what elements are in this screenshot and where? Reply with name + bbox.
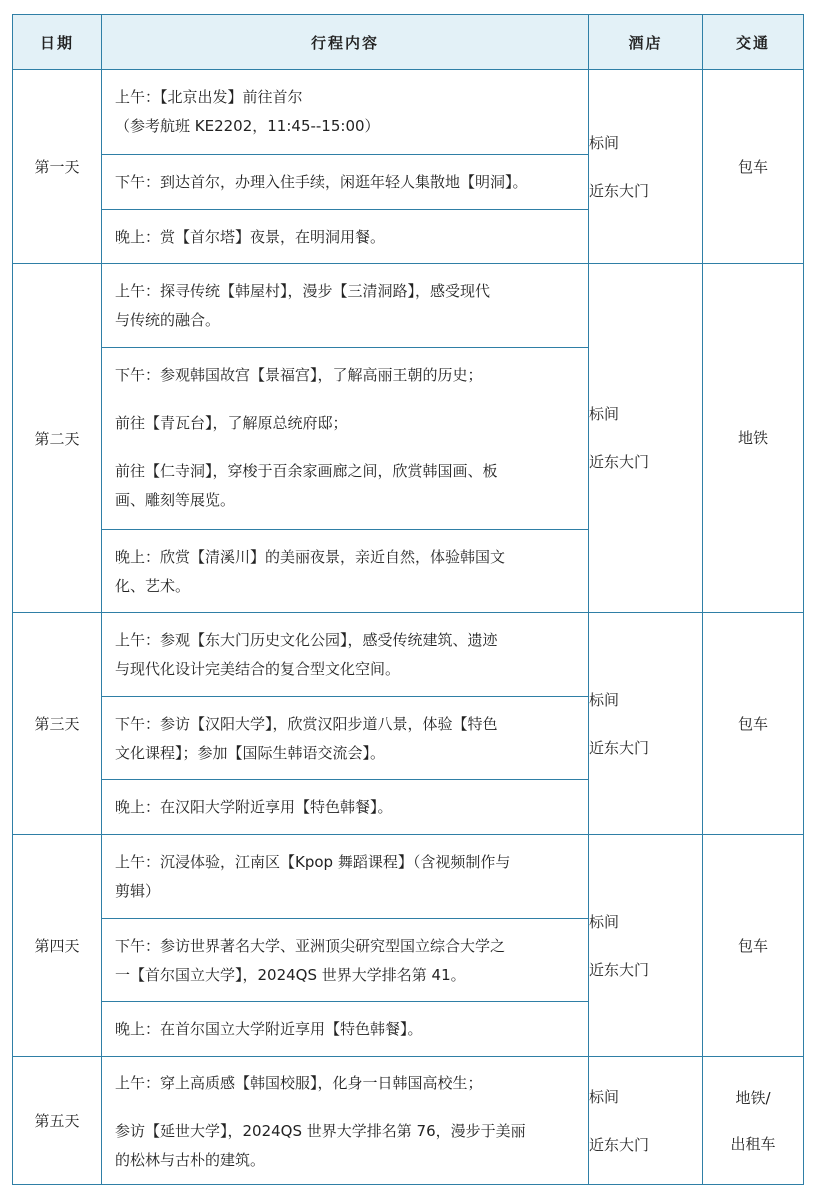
- segment-text: 下午：参访世界著名大学、亚洲顶尖研究型国立综合大学之: [115, 937, 506, 955]
- segment-text: 参访【延世大学】，2024QS 世界大学排名第 76，漫步于美丽: [115, 1122, 526, 1140]
- transport-cell: [703, 613, 804, 835]
- day-label: 第三天: [13, 613, 102, 835]
- header-content: 行程内容: [102, 15, 589, 70]
- hotel-cell: [589, 613, 703, 835]
- hotel-cell: [589, 264, 703, 613]
- day-label: 第五天: [13, 1057, 102, 1185]
- hotel-location: 近东大门: [589, 960, 650, 979]
- evening-segment: [102, 209, 588, 263]
- day-content: [102, 1057, 589, 1185]
- transport-mode: 包车: [737, 157, 768, 176]
- hotel-cell: [589, 835, 703, 1057]
- afternoon-segment: [102, 347, 588, 529]
- segment-text: 下午：到达首尔，办理入住手续，闲逛年轻人集散地【明洞】。: [115, 173, 528, 191]
- segment-text: 上午：沉浸体验，江南区【Kpop 舞蹈课程】（含视频制作与: [115, 853, 511, 871]
- segment-text: 上午：探寻传统【韩屋村】，漫步【三清洞路】，感受现代: [115, 282, 491, 300]
- segment-text: 上午：参观【东大门历史文化公园】，感受传统建筑、遗迹: [115, 631, 498, 649]
- room-type: 标间: [589, 133, 620, 152]
- room-type: 标间: [589, 1087, 620, 1106]
- transport-mode: 地铁: [737, 429, 768, 447]
- segment-text: 晚上：赏【首尔塔】夜景，在明洞用餐。: [115, 228, 386, 246]
- table-row: [13, 264, 804, 613]
- transport-mode: 包车: [737, 714, 768, 733]
- segment-text: 化、艺术。: [115, 577, 191, 595]
- header-transport: 交通: [703, 15, 804, 70]
- table-header-row: [13, 15, 804, 70]
- table-row: [13, 835, 804, 1057]
- room-type: 标间: [589, 912, 620, 931]
- hotel-location: 近东大门: [589, 181, 650, 200]
- room-type: 标间: [589, 690, 620, 709]
- hotel-location: 近东大门: [589, 453, 650, 471]
- day-content: [102, 264, 589, 613]
- transport-cell: [703, 835, 804, 1057]
- segment-text: 一【首尔国立大学】，2024QS 世界大学排名第 41。: [115, 966, 466, 984]
- evening-segment: [102, 1001, 588, 1056]
- day-label: 第四天: [13, 835, 102, 1057]
- segment-text: 的松林与古朴的建筑。: [115, 1151, 266, 1169]
- morning-segment: [102, 1057, 588, 1184]
- transport-cell: [703, 264, 804, 613]
- table-row: [13, 70, 804, 264]
- table-row: [13, 1057, 804, 1185]
- segment-text: 晚上：欣赏【清溪川】的美丽夜景，亲近自然，体验韩国文: [115, 548, 506, 566]
- day-label: 第二天: [13, 264, 102, 613]
- hotel-location: 近东大门: [589, 738, 650, 757]
- transport-cell: [703, 70, 804, 264]
- segment-text: 剪辑）: [115, 882, 161, 900]
- day-label: 第一天: [13, 70, 102, 264]
- segment-text: 前往【青瓦台】，了解原总统府邸；: [115, 414, 348, 432]
- day-content: [102, 613, 589, 835]
- hotel-cell: [589, 70, 703, 264]
- afternoon-segment: [102, 696, 588, 779]
- segment-text: 下午：参访【汉阳大学】，欣赏汉阳步道八景，体验【特色: [115, 715, 498, 733]
- morning-segment: [102, 835, 588, 918]
- segment-text: 画、雕刻等展览。: [115, 491, 236, 509]
- segment-text: 上午：【北京出发】前往首尔: [115, 88, 303, 106]
- evening-segment: [102, 529, 588, 612]
- header-date: 日期: [13, 15, 102, 70]
- segment-text: 与现代化设计完美结合的复合型文化空间。: [115, 660, 401, 678]
- morning-segment: [102, 613, 588, 696]
- segment-text: 文化课程】；参加【国际生韩语交流会】。: [115, 744, 386, 762]
- itinerary-table: [12, 14, 804, 1185]
- segment-text: （参考航班 KE2202，11:45--15:00）: [115, 117, 380, 135]
- segment-text: 晚上：在汉阳大学附近享用【特色韩餐】。: [115, 798, 393, 816]
- table-row: [13, 613, 804, 835]
- hotel-cell: [589, 1057, 703, 1185]
- header-hotel: 酒店: [589, 15, 703, 70]
- transport-mode: 地铁/: [735, 1088, 771, 1107]
- room-type: 标间: [589, 405, 620, 423]
- day-content: [102, 835, 589, 1057]
- segment-text: 前往【仁寺洞】，穿梭于百余家画廊之间，欣赏韩国画、板: [115, 462, 498, 480]
- transport-cell: [703, 1057, 804, 1185]
- day-content: [102, 70, 589, 264]
- segment-text: 晚上：在首尔国立大学附近享用【特色韩餐】。: [115, 1020, 423, 1038]
- segment-text: 上午：穿上高质感【韩国校服】，化身一日韩国高校生；: [115, 1074, 483, 1092]
- transport-mode: 包车: [737, 936, 768, 955]
- transport-mode: 出租车: [730, 1134, 776, 1153]
- morning-segment: [102, 70, 588, 154]
- afternoon-segment: [102, 154, 588, 209]
- hotel-location: 近东大门: [589, 1135, 650, 1154]
- morning-segment: [102, 264, 588, 347]
- segment-text: 下午：参观韩国故宫【景福宫】，了解高丽王朝的历史；: [115, 366, 483, 384]
- segment-text: 与传统的融合。: [115, 311, 221, 329]
- evening-segment: [102, 779, 588, 834]
- afternoon-segment: [102, 918, 588, 1001]
